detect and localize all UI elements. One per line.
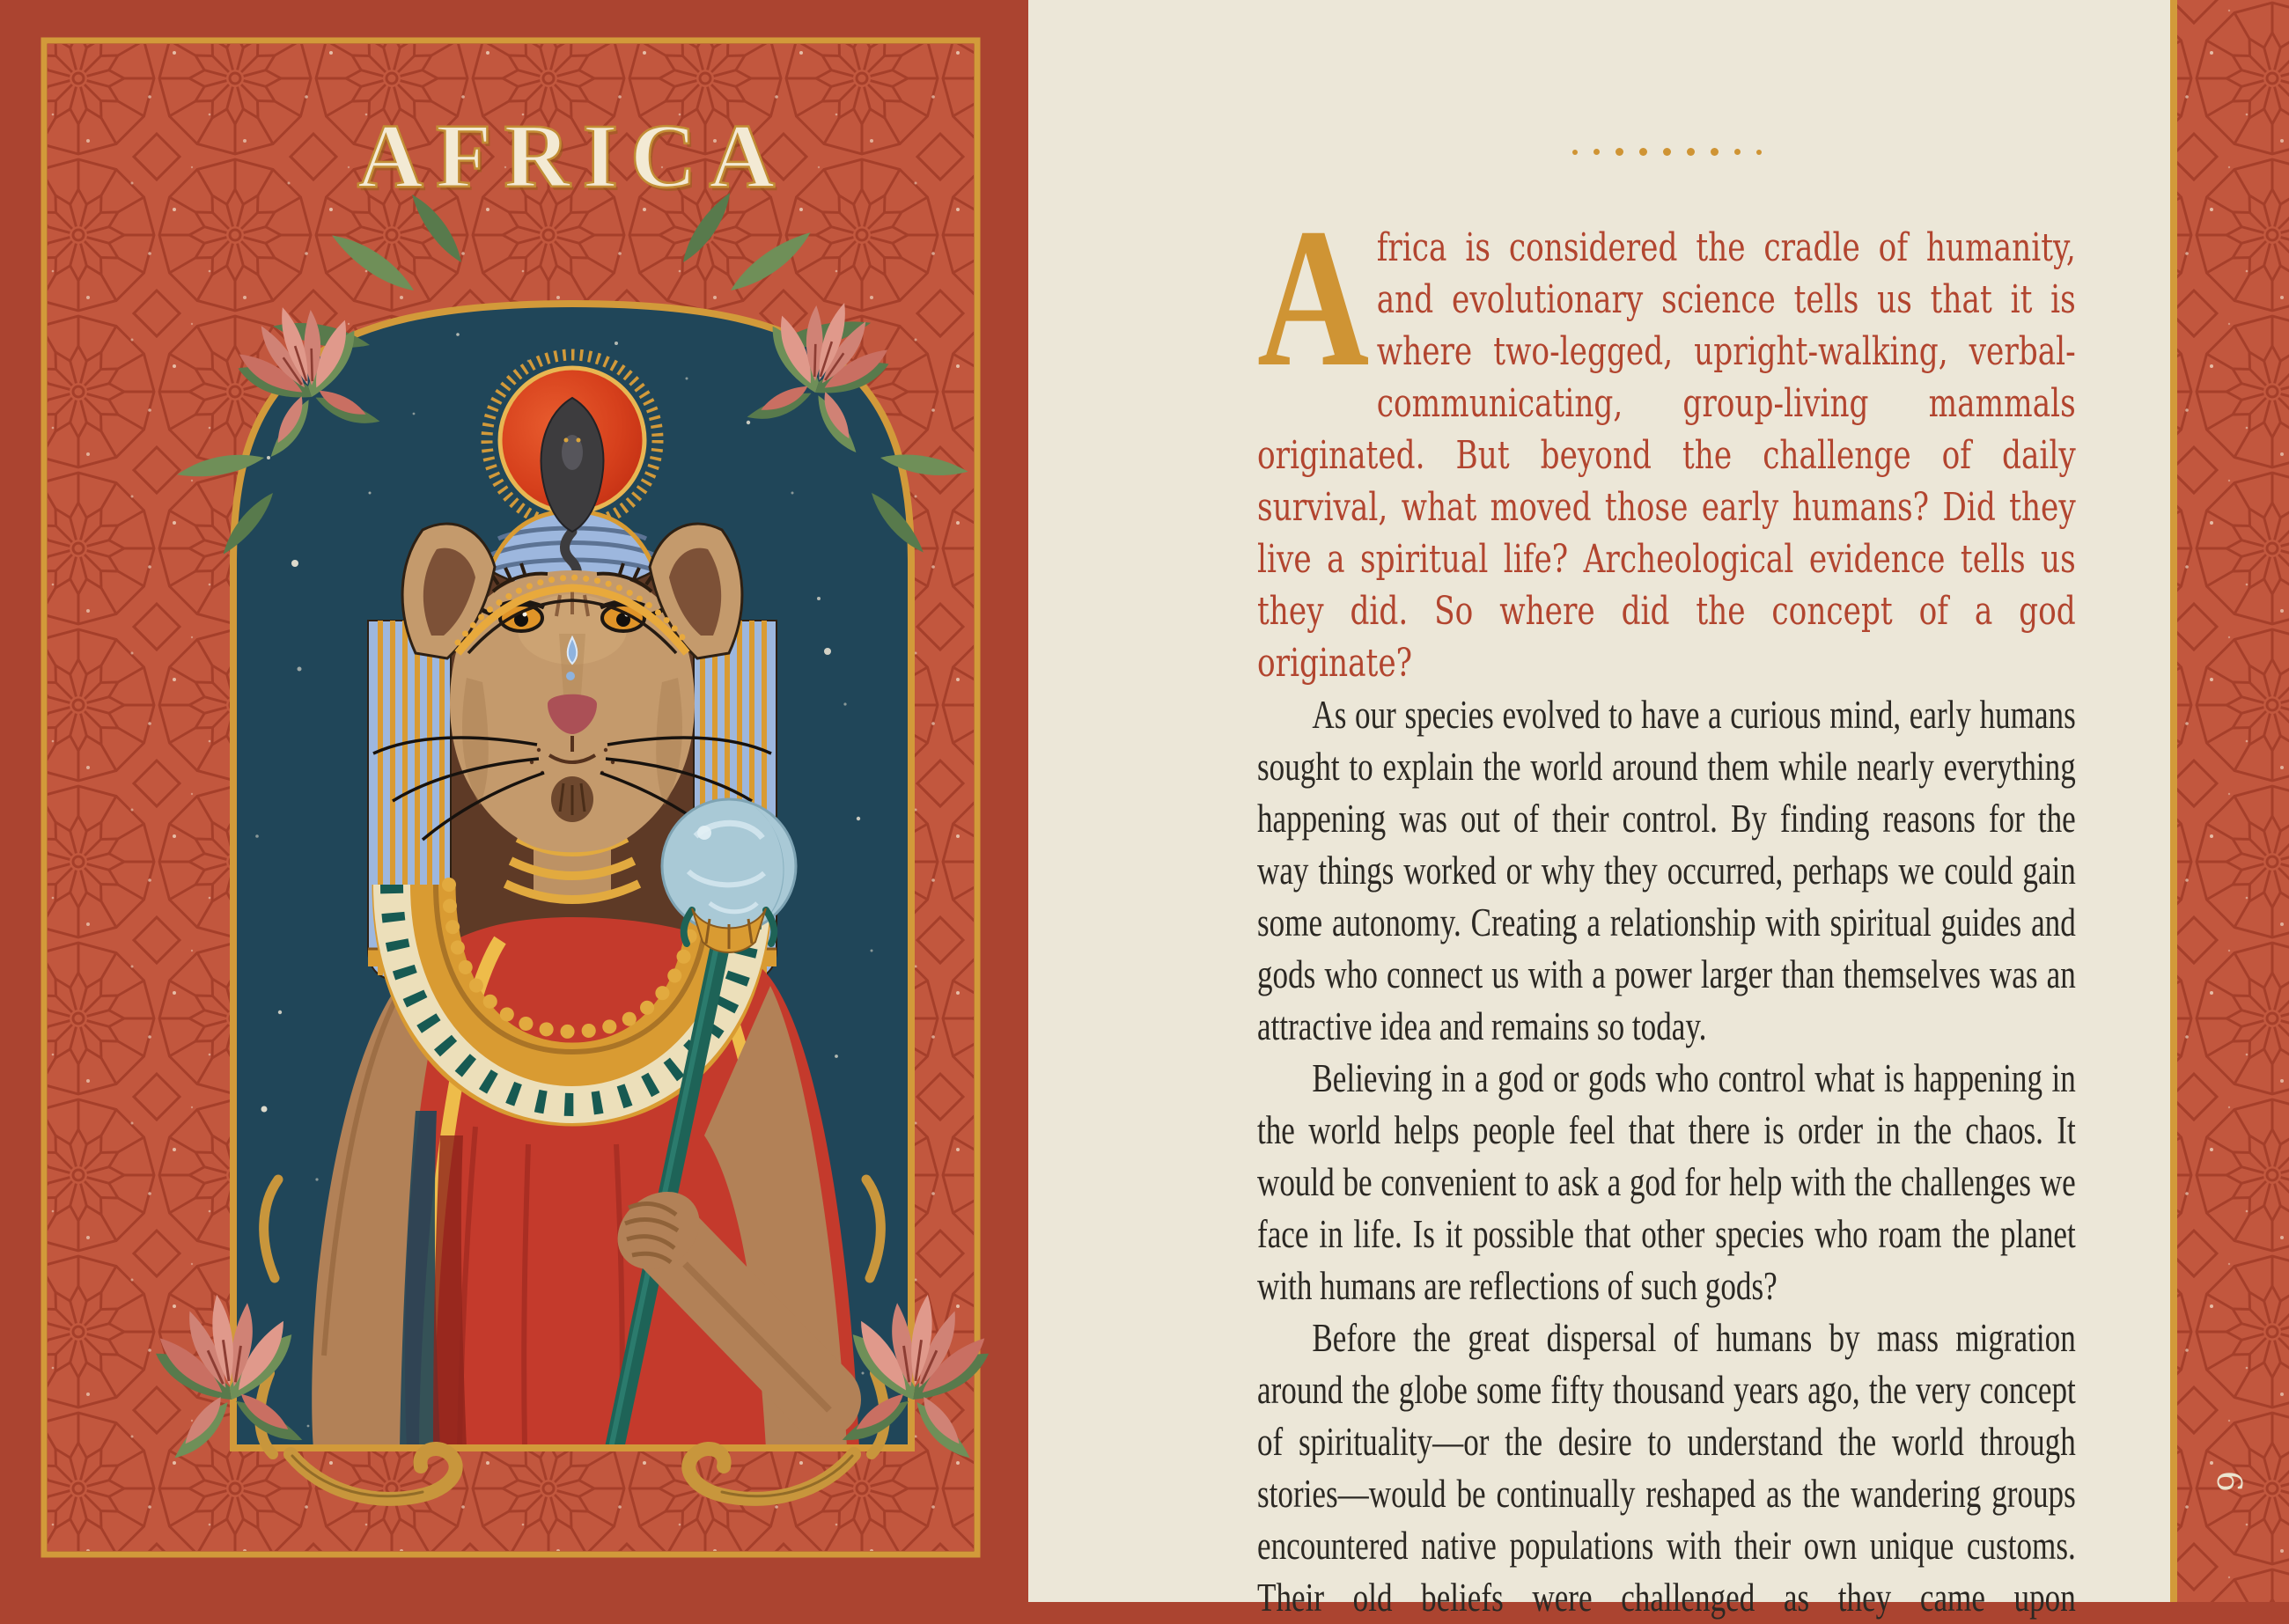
paragraph: As our species evolved to have a curious mind, early humans sought to explain the world around them while nearly everything happening was out of their control. By finding reasons for the way things worked or why they occurred, perhaps we could gain some autonomy. Creating a relationship with spiritual guides and gods who connect us with a power larger than themselves was an attractive idea and remains so today. (1257, 693, 2076, 1048)
intro-paragraph-text: frica is considered the cradle of humanity, and evolutionary science tells us that it is where two-legged, upright-walking, verbal-communicating, group-living mammals originated. But beyond the challenge of daily survival, what moved those early humans? Did they live a spiritual life? Archeological evidence tells us they did. So where did the concept of a god originate? (1257, 225, 2076, 686)
ornament-dot (1572, 150, 1578, 155)
ornament-dot (1593, 149, 1600, 155)
ornament-dot (1639, 148, 1647, 156)
paragraph: Before the great dispersal of humans by mass migration around the globe some fifty thousand years ago, the very concept of spirituality—or the desire to understand the world through stories—would be continually reshaped as the wandering groups encountered native populations with their own unique customs. Their old beliefs were challenged as they came upon (1257, 1316, 2076, 1620)
intro-paragraph (1257, 187, 2076, 689)
ornament-dot (1663, 148, 1671, 156)
chapter-title: AFRICA (357, 106, 788, 207)
body-text-column (1257, 187, 2076, 1624)
orb (662, 799, 796, 933)
ornament-dot (1734, 149, 1741, 155)
ornament-dot (1687, 148, 1695, 156)
paragraph: Believing in a god or gods who control what is happening in the world helps people feel that there is order in the chaos. It would be convenient to ask a god for help with the challenges we face in life. Is it possible that other species who roam the planet with humans are reflections of such gods? (1257, 1056, 2076, 1308)
drop-cap: A (1257, 187, 1370, 408)
ornament-dot (1756, 150, 1762, 155)
page-number: 6 (2210, 1470, 2249, 1493)
ornament-dot (1711, 148, 1719, 156)
chapter-ornament-dots (1257, 148, 2076, 156)
ornament-dot (1616, 148, 1623, 156)
